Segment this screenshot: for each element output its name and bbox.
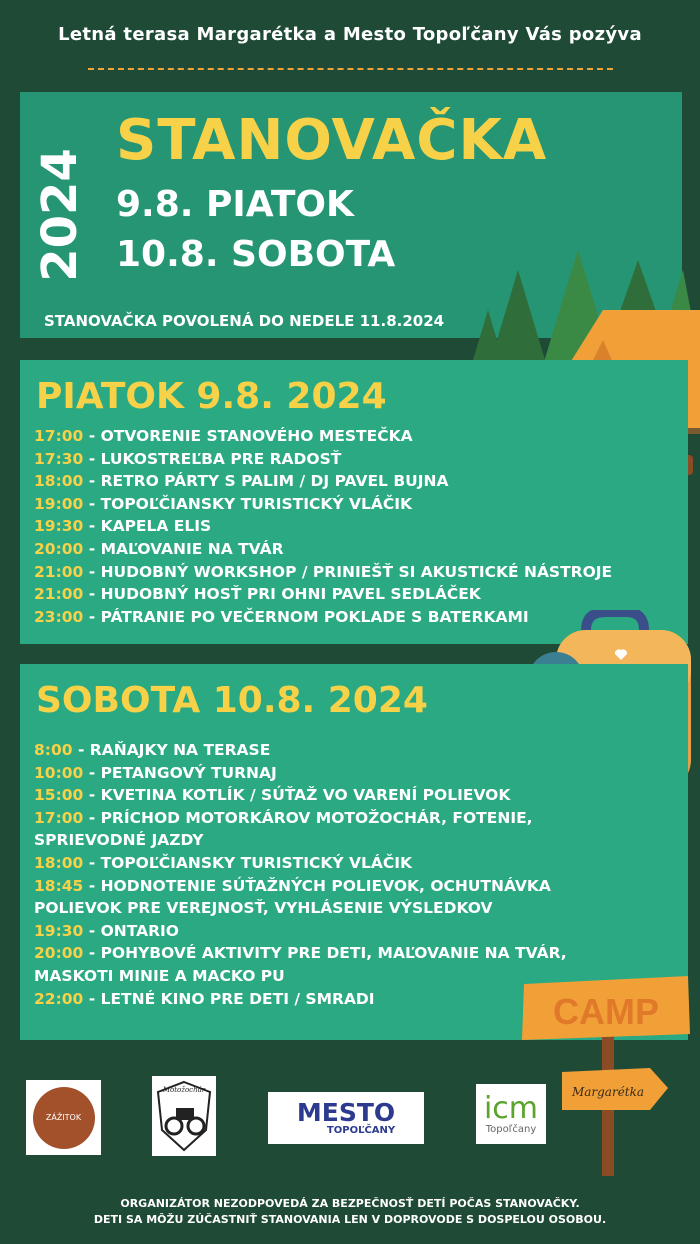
- sponsor-logos: [0, 1074, 700, 1164]
- schedule-item: 20:00 - POHYBOVÉ AKTIVITY PRE DETI, MAĽOVANIE NA TVÁR, MASKOTI MINIE A MACKO PU: [34, 944, 567, 985]
- schedule-item: 18:45 - HODNOTENIE SÚŤAŽNÝCH POLIEVOK, OCHUTNÁVKA POLIEVOK PRE VEREJNOSŤ, VYHLÁSENIE VÝSLEDKOV: [34, 876, 551, 918]
- footer-line-2: DETI SA MÔŽU ZÚČASTNIŤ STANOVANIA LEN V DOPROVODE S DOSPELOU OSOBOU.: [93, 1213, 607, 1226]
- schedule-item: 19:30 - ONTARIO: [34, 921, 179, 940]
- schedule-item: 8:00 - RAŇAJKY NA TERASE: [34, 741, 271, 759]
- zazitok-logo: ZÁŽITOK: [26, 1080, 101, 1155]
- schedule-item: 17:00 - OTVORENIE STANOVÉHO MESTEČKA: [34, 427, 413, 445]
- schedule-item: 18:00 - RETRO PÁRTY S PALIM / DJ PAVEL BUJNA: [34, 472, 449, 491]
- saturday-schedule-list: [34, 739, 594, 1010]
- camping-permit-text: STANOVAČKA POVOLENÁ DO NEDELE 11.8.2024: [44, 312, 445, 330]
- schedule-item: 21:00 - HUDOBNÝ WORKSHOP / PRINIEŠŤ SI AKUSTICKÉ NÁSTROJE: [34, 562, 613, 581]
- friday-schedule-list: [34, 425, 612, 628]
- saturday-heading: SOBOTA 10.8. 2024: [36, 680, 428, 721]
- schedule-item: 20:00 - MAĽOVANIE NA TVÁR: [34, 539, 284, 558]
- schedule-item: 17:00 - PRÍCHOD MOTORKÁROV MOTOŽOCHÁR, FOTENIE, SPRIEVODNÉ JAZDY: [34, 808, 533, 850]
- event-title: STANOVAČKA: [116, 108, 548, 173]
- invitation-text: Letná terasa Margarétka a Mesto Topoľčany Vás pozýva: [58, 24, 642, 45]
- camp-sign-text: CAMP: [553, 991, 659, 1032]
- mesto-topolcany-logo: MESTO TOPOĽČANY: [268, 1092, 424, 1144]
- footer-disclaimer: [0, 1196, 700, 1228]
- schedule-item: 18:00 - TOPOĽČIANSKY TURISTICKÝ VLÁČIK: [34, 853, 413, 872]
- date-saturday: 10.8. SOBOTA: [116, 234, 396, 275]
- dashed-divider: [88, 68, 613, 70]
- friday-schedule-panel: [20, 360, 688, 644]
- year-vertical: 2024: [32, 148, 88, 282]
- motozochar-text: Motožochár: [162, 1086, 206, 1094]
- schedule-item: 22:00 - LETNÉ KINO PRE DETI / SMRADI: [34, 989, 375, 1008]
- schedule-item: 19:00 - TOPOĽČIANSKY TURISTICKÝ VLÁČIK: [34, 494, 413, 513]
- margaretka-sign-text: Margarétka: [571, 1085, 645, 1099]
- schedule-item: 19:30 - KAPELA ELIS: [34, 517, 212, 536]
- friday-heading: PIATOK 9.8. 2024: [36, 376, 387, 417]
- footer-line-1: ORGANIZÁTOR NEZODPOVEDÁ ZA BEZPEČNOSŤ DETÍ POČAS STANOVAČKY.: [120, 1197, 580, 1210]
- schedule-item: 21:00 - HUDOBNÝ HOSŤ PRI OHNI PAVEL SEDLÁČEK: [34, 585, 481, 604]
- date-friday: 9.8. PIATOK: [116, 184, 354, 225]
- schedule-item: 10:00 - PETANGOVÝ TURNAJ: [34, 763, 277, 782]
- icm-topolcany-logo: icm Topoľčany: [476, 1084, 546, 1144]
- schedule-item: 17:30 - LUKOSTREĽBA PRE RADOSŤ: [34, 449, 342, 468]
- motozochar-logo: [152, 1076, 216, 1156]
- schedule-item: 23:00 - PÁTRANIE PO VEČERNOM POKLADE S BATERKAMI: [34, 607, 529, 626]
- schedule-item: 15:00 - KVETINA KOTLÍK / SÚŤAŽ VO VARENÍ POLIEVOK: [34, 786, 511, 805]
